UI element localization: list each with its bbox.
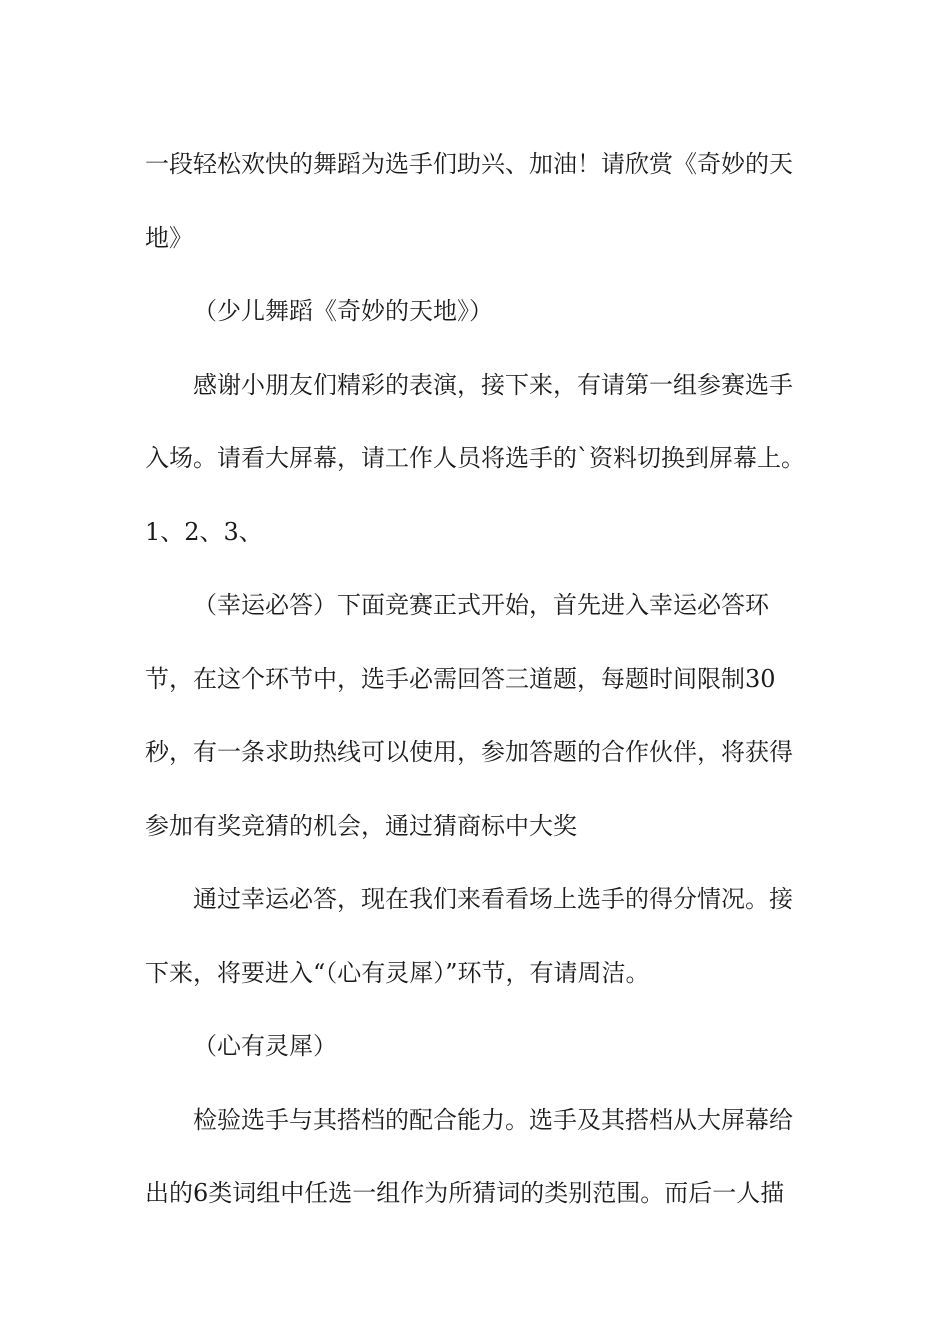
paragraph-telepathy-rules: 检验选手与其搭档的配合能力。选手及其搭档从大屏幕给出的6类词组中任选一组作为所猜词的类别范围。而后一人描 xyxy=(145,1105,793,1207)
paragraph-score-review: 通过幸运必答，现在我们来看看场上选手的得分情况。接下来，将要进入“（心有灵犀）”环节，有请周洁。 xyxy=(145,885,793,987)
body-text xyxy=(145,128,815,1231)
paragraph-lucky-answer: （幸运必答）下面竞赛正式开始，首先进入幸运必答环节，在这个环节中，选手必需回答三道题，每题时间限制30秒，有一条求助热线可以使用，参加答题的合作伙伴，将获得参加有奖竞猜的机会，通过猜商标中大奖 xyxy=(145,591,793,840)
paragraph-dance-intro: 一段轻松欢快的舞蹈为选手们助兴、加油！请欣赏《奇妙的天地》 xyxy=(145,150,793,252)
paragraph-telepathy-title: （心有灵犀） xyxy=(193,1032,337,1060)
paragraph-contestants-entry: 感谢小朋友们精彩的表演，接下来，有请第一组参赛选手入场。请看大屏幕，请工作人员将选手的`资料切换到屏幕上。1、2、3、 xyxy=(145,370,805,546)
paragraph-dance-title: （少儿舞蹈《奇妙的天地》） xyxy=(193,297,493,325)
